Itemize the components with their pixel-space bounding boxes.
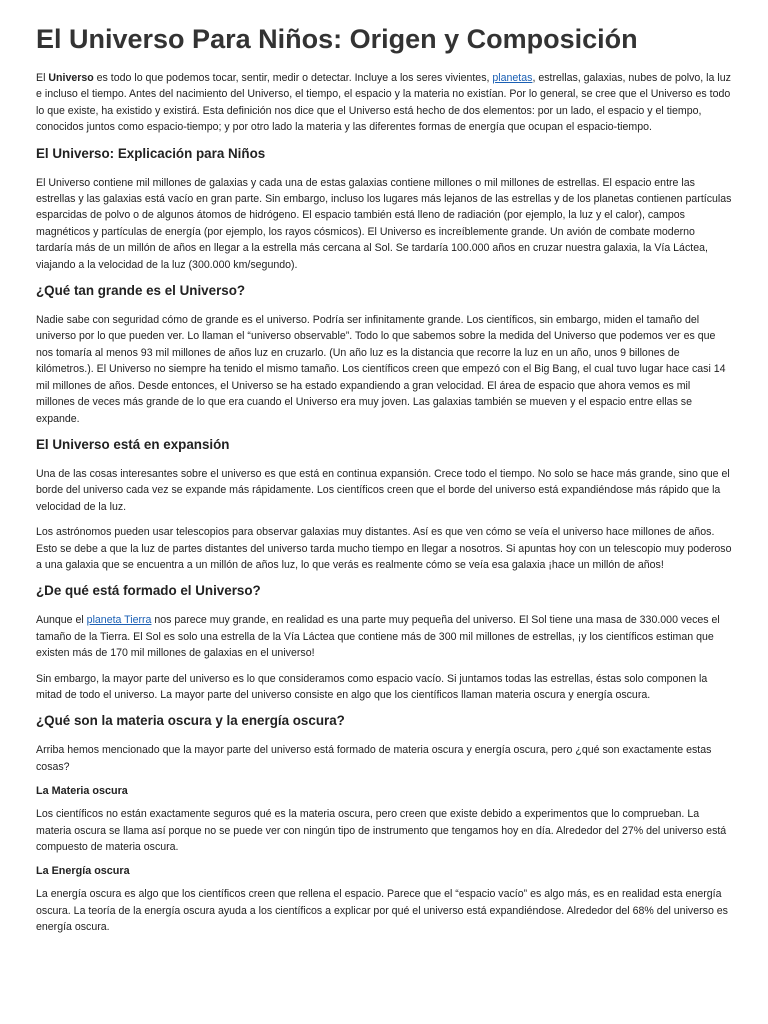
heading-explicacion: El Universo: Explicación para Niños bbox=[36, 145, 266, 161]
paragraph-expansion-1: Una de las cosas interesantes sobre el universo es que está en continua expansión. Crece todo el tiempo. No solo se hace más grande, sino que el borde del universo cada vez se expande más rápidamente. Los científicos creen que el borde del universo está expandiéndose más rápido que la velocidad de la luz. bbox=[36, 467, 730, 513]
intro-rest: , estrellas, galaxias, nubes de polvo, la luz e incluso el tiempo. Antes del nacimiento del Universo, el tiempo, el espacio y la materia no existían. Por lo general, se cree que el Universo es todo lo que existe, ha existido y existirá. Esta definición nos dice que el Universo está hecho de dos elementos: por un lado, el espacio y el tiempo, conocidos juntos como espacio-tiempo; y por otro lado la materia y las diferentes formas de energía que ocupan el espacio-tiempo. bbox=[36, 72, 731, 134]
formado-before: Aunque el bbox=[36, 614, 87, 627]
heading-expansion: El Universo está en expansión bbox=[36, 436, 230, 452]
intro-paragraph bbox=[36, 70, 732, 136]
page-title: El Universo Para Niños: Origen y Composición bbox=[36, 24, 638, 54]
formado-after: nos parece muy grande, en realidad es una parte muy pequeña del universo. El Sol tiene una masa de 330.000 veces el tamaño de la Tierra. El Sol es solo una estrella de la Vía Láctea que contiene más de 300 mil millones de estrellas, ¡y los científicos estiman que existen más de 170 mil millones de galaxias en el universo! bbox=[36, 614, 720, 660]
paragraph-grande: Nadie sabe con seguridad cómo de grande es el universo. Podría ser infinitamente grande. Los científicos, sin embargo, miden el tamaño del universo por lo que pueden ver. Lo llaman el “universo observable”. Todo lo que sabemos sobre la medida del Universo que podemos ver es que nos tomaría al menos 93 mil millones de años luz en cruzarlo. (Un año luz es la distancia que recorre la luz en un año, unos 9 billones de kilómetros.). El Universo no siempre ha tenido el mismo tamaño. Los científicos creen que empezó con el Big Bang, el cual tuvo lugar hace casi 14 mil millones de años. Desde entonces, el Universo se ha estado expandiendo a gran velocidad. El área de espacio que ahora vemos es mil millones de veces más grande de lo que era cuando el Universo era muy joven. Las galaxias también se mueven y el espacio entre ellas se expande. bbox=[36, 314, 726, 425]
paragraph-oscura-intro: Arriba hemos mencionado que la mayor parte del universo está formado de materia oscura y energía oscura, pero ¿qué son exactamente estas cosas? bbox=[36, 744, 712, 773]
planeta-tierra-link[interactable]: planeta Tierra bbox=[86, 614, 152, 627]
paragraph-expansion-2: Los astrónomos pueden usar telescopios para observar galaxias muy distantes. Así es que ven cómo se veía el universo hace millones de años. Esto se debe a que la luz de partes distantes del universo tarda mucho tiempo en llegar a nosotros. Si apuntas hoy con un telescopio muy poderoso a una galaxia que se encuentra a un millón de años luz, lo que verás es realmente cómo se veía esa galaxia ¡hace un millón de años! bbox=[36, 526, 732, 571]
heading-formado: ¿De qué está formado el Universo? bbox=[36, 583, 261, 599]
intro-lead-after: es todo lo que podemos tocar, sentir, medir o detectar. Incluye a los seres vivientes, bbox=[93, 72, 493, 84]
heading-oscura: ¿Qué son la materia oscura y la energía oscura? bbox=[36, 713, 345, 729]
heading-grande: ¿Qué tan grande es el Universo? bbox=[36, 283, 246, 299]
planetas-link[interactable]: planetas bbox=[492, 72, 533, 84]
paragraph-explicacion: El Universo contiene mil millones de galaxias y cada una de estas galaxias contiene millones o mil millones de estrellas. El espacio entre las estrellas y las galaxias está vacío en gran parte. Sin embargo, incluso los lugares más lejanos de las estrellas y de los planetas contienen partículas esparcidas de polvo o de algunos átomos de hidrógeno. El espacio también está lleno de radiación (por ejemplo, la luz y el calor), campos magnéticos y partículas de energía (por ejemplo, los rayos cósmicos). El Universo es increíblemente grande. Un avión de combate moderno tardaría más de un millón de años en llegar a la estrella más cercana al Sol. Se tardaría 100.000 años en cruzar nuestra galaxia, la Vía Láctea, viajando a la velocidad de la luz (300.000 km/segundo). bbox=[36, 176, 732, 271]
subheading-energia-oscura: La Energía oscura bbox=[36, 865, 130, 878]
paragraph-formado-2: Sin embargo, la mayor parte del universo es lo que consideramos como espacio vacío. Si juntamos todas las estrellas, éstas solo componen la mitad de todo el universo. La mayor parte del universo consiste en algo que los científicos llaman materia oscura y energía oscura. bbox=[36, 672, 708, 701]
intro-bold-universo: Universo bbox=[48, 72, 94, 84]
intro-lead: El bbox=[36, 72, 49, 84]
paragraph-formado-1 bbox=[36, 612, 732, 661]
paragraph-energia-oscura: La energía oscura es algo que los científicos creen que rellena el espacio. Parece que el “espacio vacío” es algo más, es en realidad esta energía oscura. La teoría de la energía oscura ayuda a los científicos a explicar por qué el universo está expandiéndose. Alrededor del 68% del universo es energía oscura. bbox=[36, 888, 728, 934]
paragraph-materia-oscura: Los científicos no están exactamente seguros qué es la materia oscura, pero creen que existe debido a experimentos que lo comprueban. La materia oscura se llama así porque no se puede ver con ningún tipo de instrumento que tengamos hoy en día. Alrededor del 27% del universo está compuesto de materia oscura. bbox=[36, 808, 727, 853]
subheading-materia-oscura: La Materia oscura bbox=[36, 785, 128, 798]
